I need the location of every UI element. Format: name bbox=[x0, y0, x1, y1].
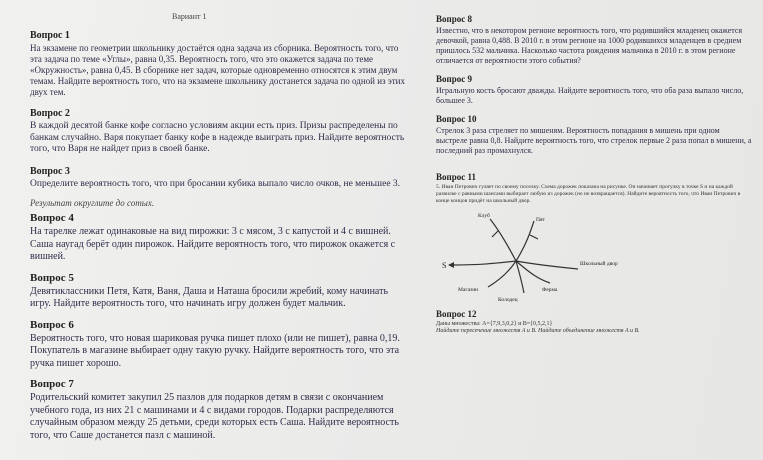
question-10 bbox=[436, 114, 752, 156]
question-6 bbox=[30, 319, 408, 371]
question-title: Вопрос 2 bbox=[30, 108, 70, 119]
question-12 bbox=[436, 309, 752, 335]
question-9 bbox=[436, 74, 752, 106]
question-text: Известно, что в некотором регионе вероятность того, что родившийся младенец окажется девочкой, равна 0,488. В 2010 г. в этом регионе на 1000 родившихся младенцев в среднем пришлось 532 мальчика. Насколько частота рождения мальчика в 2010 г. в этом регионе отличается от вероятности этого события? bbox=[436, 26, 743, 65]
page-header: Вариант 1 bbox=[172, 12, 207, 21]
question-text: На тарелке лежат одинаковые на вид пирожки: 3 с мясом, 3 с капустой и 4 с вишней. Саша наугад берёт один пирожок. Найдите вероятность того, что пирожок окажется с вишней. bbox=[30, 226, 396, 262]
question-2 bbox=[30, 108, 408, 156]
question-text: Родительский комитет закупил 25 пазлов для подарков детям в связи с окончанием учебного года, из них 21 с машинами и 4 с видами городов. Подарки распределяются случайным образом между 25 детьми, среди которых есть Саша. Найдите вероятность того, что Саше достанется пазл с машиной. bbox=[30, 392, 399, 441]
question-5 bbox=[30, 272, 408, 311]
question-text: Девятиклассники Петя, Катя, Ваня, Даша и Наташа бросили жребий, кому начинать игру. Найдите вероятность того, что начинать игру должен будет мальчик. bbox=[30, 285, 389, 309]
question-text: В каждой десятой банке кофе согласно условиям акции есть приз. Призы распределены по банкам случайно. Варя покупает банку кофе в надежде выиграть приз. Найдите вероятность того, что Варя не найдет приз в своей банке. bbox=[30, 121, 405, 154]
question-title: Вопрос 4 bbox=[30, 212, 74, 224]
left-column bbox=[30, 8, 408, 442]
question-title: Вопрос 3 bbox=[30, 165, 70, 177]
question-text: Игральную кость бросают дважды. Найдите вероятность того, что оба раза выпало число, большее 3. bbox=[436, 86, 744, 105]
question-11 bbox=[436, 172, 752, 307]
label-farm: Ферма bbox=[542, 287, 558, 293]
label-well: Колодец bbox=[498, 297, 518, 303]
label-pyat: Пят bbox=[536, 217, 545, 223]
question-text: Вероятность того, что новая шариковая ручка пишет плохо (или не пишет), равна 0,19. Покупатель в магазине выбирает одну такую ручку. Найдите вероятность того, что эта ручка пишет хорошо. bbox=[30, 332, 400, 369]
question-text: 5. Иван Петрович гуляет по своему поселку. Схема дорожек показана на рисунке. Он начинает прогулку в точке S и на каждой развилке с равными шансами выбирает любую из дорожек (но не возвращается). Найдите вероятность того, что Иван Петрович в конце концов придёт на школьный двор. bbox=[436, 184, 741, 204]
question-title: Вопрос 8 bbox=[436, 14, 472, 24]
label-club: Клуб bbox=[478, 213, 490, 219]
question-note: Найдите пересечение множеств A и B. Найдите объединение множеств A и B. bbox=[436, 328, 640, 334]
start-label: S bbox=[442, 261, 447, 270]
question-title: Вопрос 1 bbox=[30, 30, 70, 41]
path-lines bbox=[452, 219, 578, 293]
question-note: Результат округлите до сотых. bbox=[30, 198, 155, 208]
question-text: Определите вероятность того, что при бросании кубика выпало число очков, не меньшее 3. bbox=[30, 178, 401, 189]
right-column bbox=[436, 14, 752, 335]
question-title: Вопрос 7 bbox=[30, 378, 74, 390]
question-3 bbox=[30, 166, 408, 209]
question-7 bbox=[30, 378, 408, 442]
question-4 bbox=[30, 212, 408, 264]
path-diagram bbox=[438, 207, 638, 307]
label-shop: Магазин bbox=[458, 287, 479, 293]
question-1 bbox=[30, 30, 408, 98]
question-title: Вопрос 10 bbox=[436, 114, 477, 124]
question-text: Даны множества: A={7,9,3,0,2} и B={0,5,2,1} bbox=[436, 321, 553, 327]
question-text: Стрелок 3 раза стреляет по мишеням. Вероятность попадания в мишень при одном выстреле равна 0,8. Найдите вероятность того, что стрелок первые 2 раза попал в мишени, а последний раз промахнулся. bbox=[436, 126, 752, 155]
question-title: Вопрос 6 bbox=[30, 318, 74, 331]
question-text: На экзамене по геометрии школьнику достаётся одна задача из сборника. Вероятность того, что эта задача по теме «Углы», равна 0,35. Вероятность того, что это окажется задача по теме «Окружность», равна 0,45. В сборнике нет задач, которые одновременно относятся к этим двум темам. Найдите вероятность того, что на экзамене школьнику достанется задача по одной из этих двух тем. bbox=[30, 43, 405, 97]
question-title: Вопрос 9 bbox=[436, 74, 472, 84]
question-8 bbox=[436, 14, 752, 66]
question-title: Вопрос 12 bbox=[436, 309, 477, 319]
question-title: Вопрос 11 bbox=[436, 172, 476, 182]
question-title: Вопрос 5 bbox=[30, 271, 74, 284]
label-school-yard: Школьный двор bbox=[580, 261, 618, 267]
arrow-heads bbox=[448, 262, 454, 268]
